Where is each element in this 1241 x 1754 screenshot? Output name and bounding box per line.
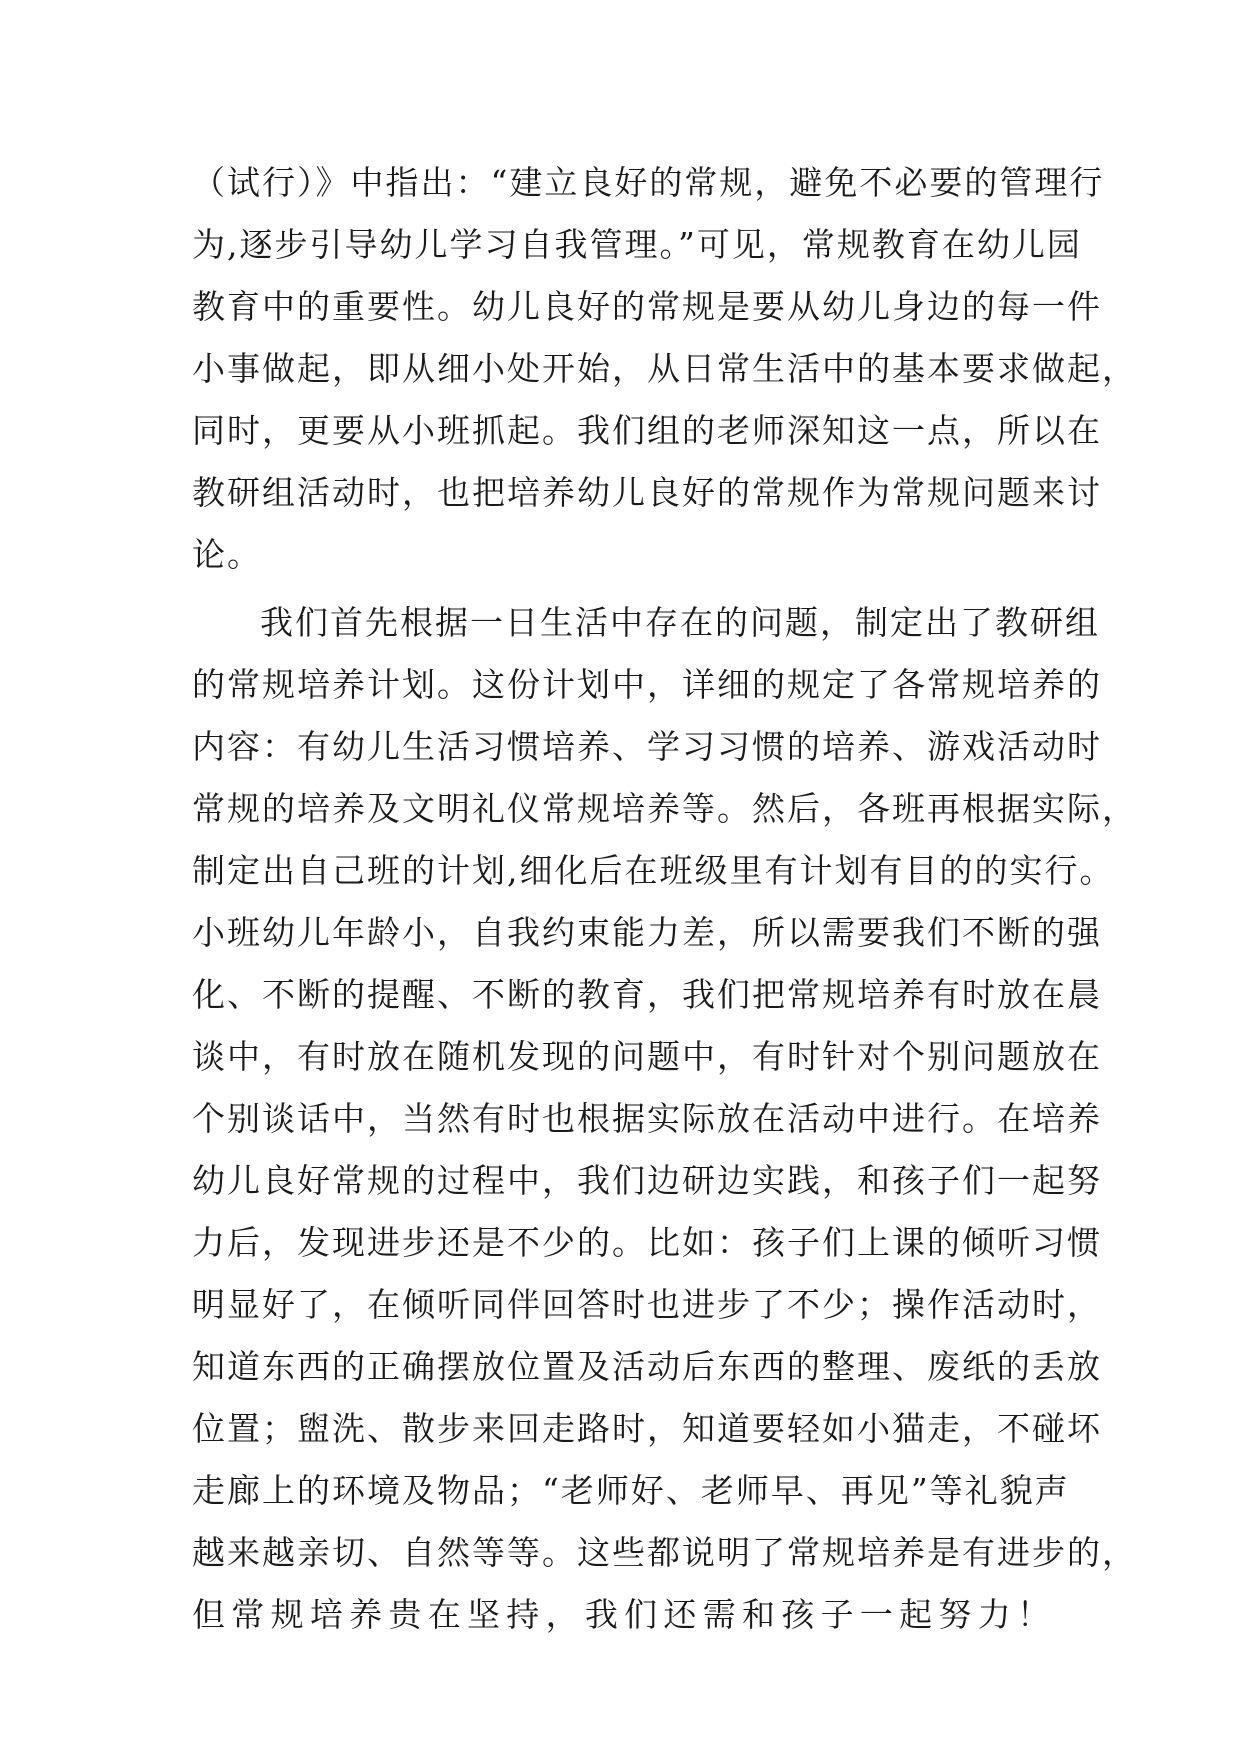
paragraph-first-line: 我们首先根据一日生活中存在的问题，制定出了教研组 (260, 603, 1100, 642)
paragraph-line: 化、不断的提醒、不断的教育，我们把常规培养有时放在晨 (192, 975, 1102, 1014)
paragraph-line: 位置；盥洗、散步来回走路时，知道要轻如小猫走，不碰坏 (192, 1409, 1102, 1448)
paragraph-line: 力后，发现进步还是不少的。比如：孩子们上课的倾听习惯 (192, 1223, 1102, 1262)
paragraph-line: 同时，更要从小班抓起。我们组的老师深知这一点，所以在 (192, 411, 1102, 450)
paragraph-line: 知道东西的正确摆放位置及活动后东西的整理、废纸的丢放 (192, 1347, 1102, 1386)
body-text (192, 152, 1137, 1708)
paragraph-line: 内容：有幼儿生活习惯培养、学习习惯的培养、游戏活动时 (192, 727, 1102, 766)
paragraph-line: 走廊上的环境及物品；“老师好、老师早、再见”等礼貌声 (192, 1471, 1070, 1510)
paragraph-line: 个别谈话中，当然有时也根据实际放在活动中进行。在培养 (192, 1099, 1102, 1138)
paragraph-line: 小事做起，即从细小处开始，从日常生活中的基本要求做起， (192, 349, 1137, 388)
paragraph-line: 教育中的重要性。幼儿良好的常规是要从幼儿身边的每一件 (192, 287, 1102, 326)
paragraph-2 (192, 592, 1137, 1708)
paragraph-line: 论。 (192, 535, 262, 574)
paragraph-line: 幼儿良好常规的过程中，我们边研边实践，和孩子们一起努 (192, 1161, 1102, 1200)
paragraph-line (192, 1646, 1052, 1708)
paragraph-line: 教研组活动时，也把培养幼儿良好的常规作为常规问题来讨 (192, 473, 1102, 512)
paragraph-line: 小班幼儿年龄小，自我约束能力差，所以需要我们不断的强 (192, 913, 1102, 952)
paragraph-line: 的常规培养计划。这份计划中，详细的规定了各常规培养的 (192, 665, 1102, 704)
paragraph-line: （试行）》中指出：“建立良好的常规，避免不必要的管理行 (192, 163, 1105, 202)
paragraph-1 (192, 152, 1137, 586)
paragraph-line: 谈中，有时放在随机发现的问题中，有时针对个别问题放在 (192, 1037, 1102, 1076)
paragraph-line: 越来越亲切、自然等等。这些都说明了常规培养是有进步的， (192, 1533, 1137, 1572)
paragraph-line: 明显好了，在倾听同伴回答时也进步了不少；操作活动时， (192, 1285, 1102, 1324)
paragraph-line: 为,逐步引导幼儿学习自我管理。”可见，常规教育在幼儿园 (192, 225, 1082, 264)
paragraph-line: 但常规培养贵在坚持，我们还需和孩子一起努力！ (192, 1595, 1052, 1634)
paragraph-line: 制定出自己班的计划,细化后在班级里有计划有目的的实行。 (192, 851, 1115, 890)
paragraph-line: 常规的培养及文明礼仪常规培养等。然后，各班再根据实际， (192, 789, 1137, 828)
